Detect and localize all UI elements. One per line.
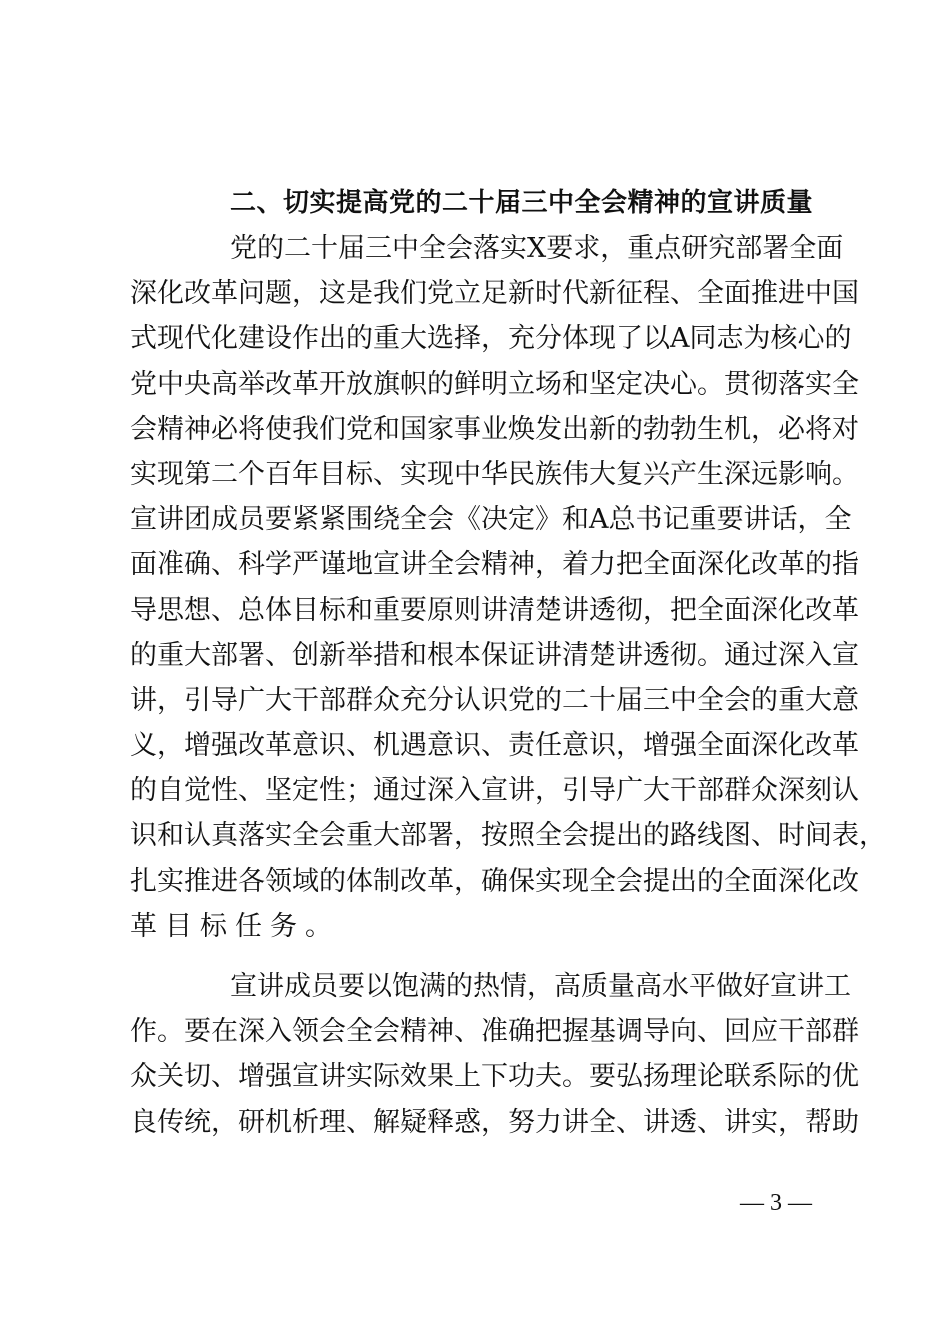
paragraph-1 xyxy=(130,226,886,949)
text-line: 众关切、增强宣讲实际效果上下功夫。要弘扬理论联系际的优 xyxy=(130,1061,859,1093)
text-line: 会精神必将使我们党和国家事业焕发出新的勃勃生机，必将对 xyxy=(130,413,859,445)
text-line: 义，增强改革意识、机遇意识、责任意识，增强全面深化改革 xyxy=(130,730,859,762)
text-line: 式现代化建设作出的重大选择，充分体现了以A同志为核心的 xyxy=(130,323,852,355)
text-line: 实现第二个百年目标、实现中华民族伟大复兴产生深远影响。 xyxy=(130,458,859,490)
text-line: 良传统，研机析理、解疑释惑，努力讲全、讲透、讲实，帮助 xyxy=(130,1106,859,1138)
text-line: 扎实推进各领域的体制改革，确保实现全会提出的全面深化改 xyxy=(130,865,859,897)
text-line: 党中央高举改革开放旗帜的鲜明立场和坚定决心。贯彻落实全 xyxy=(130,368,859,400)
paragraph-2 xyxy=(130,964,859,1145)
text-line: 讲，引导广大干部群众充分认识党的二十届三中全会的重大意 xyxy=(130,684,859,716)
text-line: 作。要在深入领会全会精神、准确把握基调导向、回应干部群 xyxy=(130,1016,859,1048)
text-line: 深化改革问题，这是我们党立足新时代新征程、全面推进中国 xyxy=(130,278,859,310)
text-line: 的自觉性、坚定性；通过深入宣讲，引导广大干部群众深刻认 xyxy=(130,775,859,807)
text-line: 党的二十届三中全会落实X要求，重点研究部署全面 xyxy=(230,233,844,264)
text-line: 宣讲成员要以饱满的热情，高质量高水平做好宣讲工 xyxy=(230,971,851,1002)
page-number: — 3 — xyxy=(740,1190,812,1216)
text-line: 识和认真落实全会重大部署，按照全会提出的路线图、时间表， xyxy=(130,820,886,852)
section-heading: 二、切实提高党的二十届三中全会精神的宣讲质量 xyxy=(230,188,814,218)
text-line: 的重大部署、创新举措和根本保证讲清楚讲透彻。通过深入宣 xyxy=(130,639,859,671)
text-line: 革目标任务。 xyxy=(130,910,340,942)
text-line: 面准确、科学严谨地宣讲全会精神，着力把全面深化改革的指 xyxy=(130,549,859,581)
text-line: 导思想、总体目标和重要原则讲清楚讲透彻，把全面深化改革 xyxy=(130,594,859,626)
text-line: 宣讲团成员要紧紧围绕全会《决定》和A总书记重要讲话，全 xyxy=(130,504,852,536)
